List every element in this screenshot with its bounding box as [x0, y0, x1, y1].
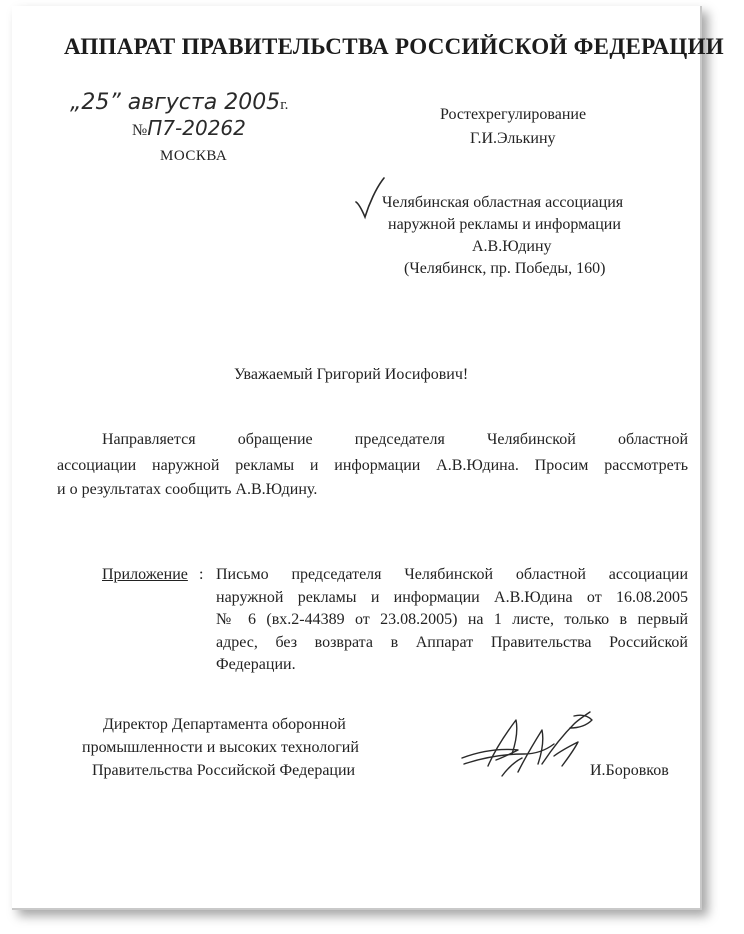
recipient-1-org: Ростехрегулирование [440, 106, 587, 123]
letterhead-title: АППАРАТ ПРАВИТЕЛЬСТВА РОССИЙСКОЙ ФЕДЕРАЦИИ [64, 34, 724, 59]
signer-name: И.Боровков [590, 762, 669, 779]
signatory-title-line-2: промышленности и высоких технологий [82, 739, 359, 756]
year-suffix: г. [280, 97, 289, 113]
number-handwritten: П7-20262 [147, 116, 246, 140]
recipient-2-address: (Челябинск, пр. Победы, 160) [404, 260, 606, 277]
outgoing-date [70, 90, 288, 115]
recipient-2-person: А.В.Юдину [472, 238, 552, 255]
attachment-line-1: Письмо председателя Челябинской областной ассоциации [216, 566, 688, 583]
city: МОСКВА [160, 148, 228, 164]
attachment-line-5: Федерации. [216, 656, 296, 673]
outgoing-number [132, 116, 246, 140]
recipient-2-org-line2: наружной рекламы и информации [388, 216, 621, 233]
body-line-3: и о результатах сообщить А.В.Юдину. [57, 481, 318, 498]
body-line-2: ассоциации наружной рекламы и информации А.В.Юдина. Просим рассмотреть [57, 457, 688, 474]
recipient-2-org-line1: Челябинская областная ассоциация [382, 194, 624, 211]
handwritten-signature-icon [458, 706, 598, 784]
number-prefix: № [132, 122, 148, 139]
attachment-colon: : [199, 566, 204, 583]
signatory-title-line-1: Директор Департамента оборонной [103, 716, 346, 733]
attachment-label: Приложение [102, 566, 188, 583]
body-line-1: Направляется обращение председателя Челябинской областной [102, 431, 688, 448]
attachment-line-3: № 6 (вх.2-44389 от 23.08.2005) на 1 листе, только в первый [216, 611, 688, 628]
date-handwritten: „25” августа 2005 [70, 90, 281, 115]
letter-page [12, 6, 724, 910]
greeting: Уважаемый Григорий Иосифович! [234, 366, 469, 383]
attachment-line-2: наружной рекламы и информации А.В.Юдина от 16.08.2005 [216, 589, 688, 606]
recipient-1-person: Г.И.Элькину [470, 130, 556, 147]
attachment-line-4: адрес, без возврата в Аппарат Правительства Российской [216, 634, 688, 651]
signatory-title-line-3: Правительства Российской Федерации [92, 762, 356, 779]
